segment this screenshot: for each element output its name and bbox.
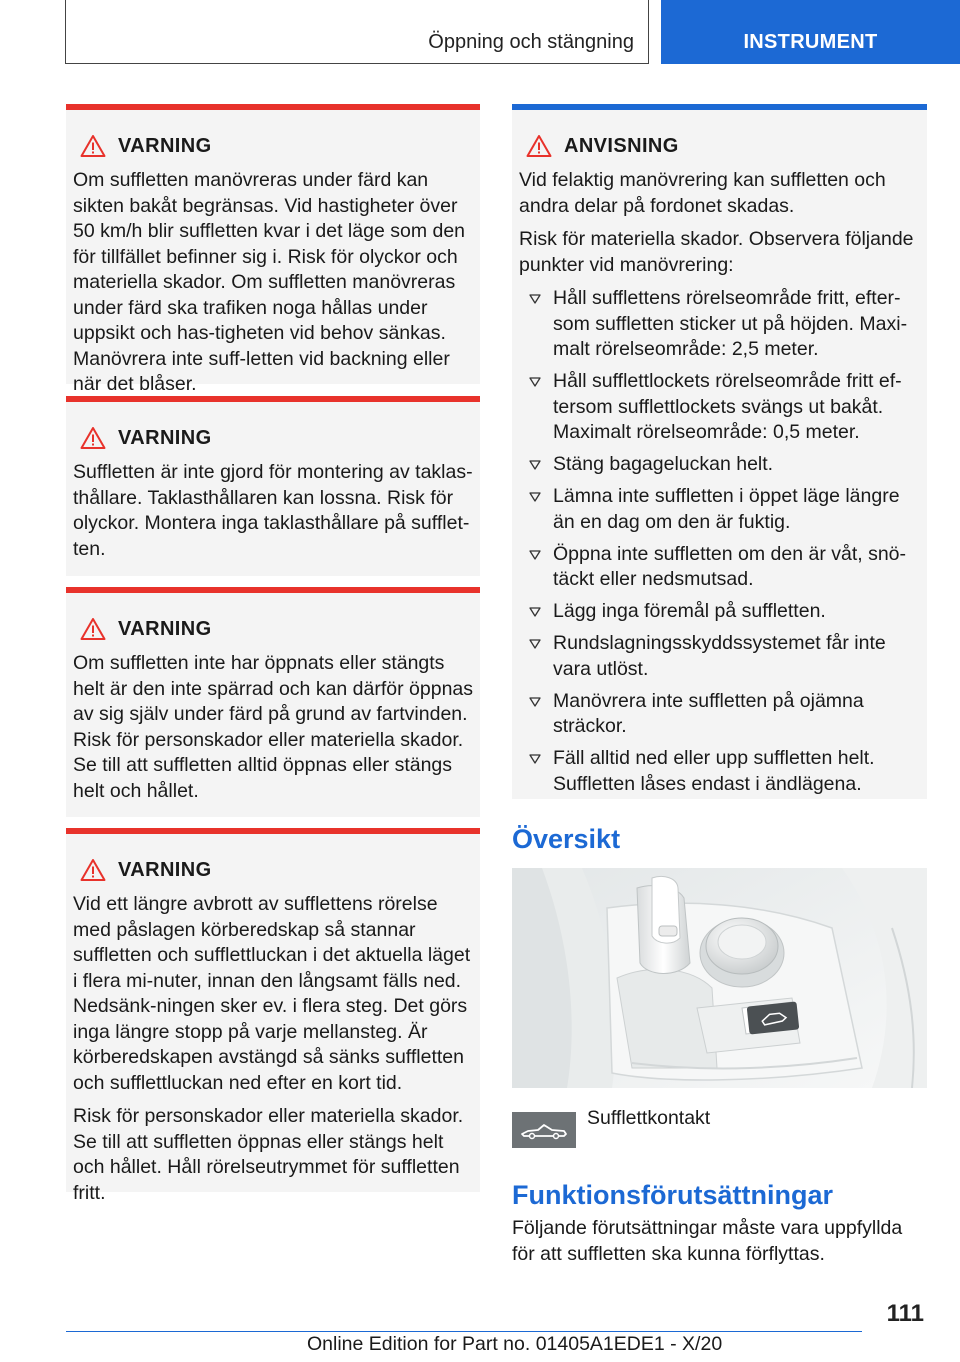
list-item [519, 631, 921, 682]
notice-list [519, 286, 921, 797]
warning-triangle-icon [80, 617, 106, 641]
footer-edition-text: Online Edition for Part no. 01405A1EDE1 - X/20 [307, 1333, 723, 1355]
page-number: 111 [886, 1300, 924, 1327]
warning-title-row [73, 858, 474, 882]
notice-title-row [519, 134, 921, 158]
list-item-text: Stäng bagageluckan helt. [553, 453, 774, 475]
header-section-title: Öppning och stängning [428, 31, 634, 53]
center-console-illustration [512, 868, 927, 1088]
convertible-car-icon [512, 1112, 576, 1148]
notice-title: ANVISNING [564, 134, 679, 157]
triangle-bullet-icon [529, 639, 541, 649]
warning-triangle-icon [80, 134, 106, 158]
warning-box-1 [66, 104, 480, 395]
notice-text: Vid felaktig manövrering kan suffletten och andra delar på fordonet skadas. [519, 169, 886, 217]
warning-title: VARNING [118, 617, 212, 640]
warning-triangle-icon [80, 858, 106, 882]
warning-box-3 [66, 587, 480, 817]
list-item-text: Öppna inte suffletten om den är våt, snö-täckt eller nedsmutsad. [553, 542, 907, 590]
list-item-text: Manövrera inte suffletten på ojämna sträckor. [553, 689, 864, 737]
list-item [519, 452, 921, 478]
list-item [519, 746, 921, 797]
header-chapter-tab[interactable]: INSTRUMENT [661, 0, 960, 64]
triangle-bullet-icon [529, 294, 541, 304]
notice-triangle-icon [526, 134, 552, 158]
footer-rule [66, 1331, 862, 1332]
warning-text: Vid ett längre avbrott av sufflettens rörelse med påslagen körberedskap så stannar suffletten och sufflettluckan i det aktuella läget i flera mi-nuter, innan den långsamt fälls ned. Nedsänk-ningen sker ev. i flera steg. Det görs inga längre stopp på varje mellansteg. Är körberedskapen avstängd så sänks suffletten och sufflettluckan ned efter en kort tid. [73, 893, 471, 1094]
triangle-bullet-icon [529, 607, 541, 617]
list-item [519, 542, 921, 593]
triangle-bullet-icon [529, 460, 541, 470]
notice-box [512, 104, 927, 799]
warning-title-row [73, 617, 474, 641]
warning-text: Om suffletten manövreras under färd kan sikten bakåt begränsas. Vid hastigheter över 50 km/h blir suffletten kvar i det läge som den för tillfället befinner sig i. Risk för olyckor och materiella skador. Om suffletten manövreras under färd ska trafiken noga hållas under uppsikt och has-tigheten vid behov sänkas. Manövrera inte suff-letten vid backning eller när det blåser. [73, 169, 466, 395]
notice-text: Risk för materiella skador. Observera följande punkter vid manövrering: [519, 228, 914, 276]
warning-triangle-icon [80, 426, 106, 450]
triangle-bullet-icon [529, 754, 541, 764]
list-item-text: Lämna inte suffletten i öppet läge längre än en dag om den är fuktig. [553, 485, 900, 533]
warning-text: Suffletten är inte gjord för montering av taklas-thållare. Taklasthållaren kan lossna. Risk för olyckor. Montera inga taklasthållare på sufflet-ten. [73, 461, 473, 560]
list-item-text: Rundslagningsskyddssystemet får inte vara utlöst. [553, 632, 886, 680]
triangle-bullet-icon [529, 492, 541, 502]
list-item [519, 286, 921, 363]
warning-text: Risk för personskador eller materiella skador. Se till att suffletten öppnas eller stängs helt och hållet. Håll rörelseutrymmet för suffletten fritt. [73, 1105, 464, 1204]
warning-title-row [73, 134, 474, 158]
list-item-text: Håll sufflettlockets rörelseområde fritt ef-tersom sufflettlockets svängs ut bakåt. Maximalt rörelseområde: 0,5 meter. [553, 370, 902, 443]
warning-box-4 [66, 828, 480, 1204]
warning-text: Om suffletten inte har öppnats eller stängts helt är den inte spärrad och kan därför öppnas av sig själv under färd på grund av fartvinden. Risk för personskador eller materiella skador. Se till att suffletten alltid öppnas eller stängs helt och hållet. [73, 652, 474, 802]
triangle-bullet-icon [529, 550, 541, 560]
list-item [519, 484, 921, 535]
triangle-bullet-icon [529, 377, 541, 387]
header-divider [648, 0, 649, 64]
list-item [519, 369, 921, 446]
warning-box-2 [66, 396, 480, 576]
list-item [519, 599, 921, 625]
warning-title-row [73, 426, 474, 450]
switch-label: Sufflettkontakt [587, 1107, 711, 1129]
triangle-bullet-icon [529, 697, 541, 707]
list-item-text: Håll sufflettens rörelseområde fritt, efter-som suffletten sticker ut på höjden. Maxi-malt rörelseområde: 2,5 meter. [553, 287, 908, 360]
list-item [519, 689, 921, 740]
functions-text: Följande förutsättningar måste vara uppfyllda för att suffletten ska kunna förflyttas. [512, 1217, 903, 1265]
warning-title: VARNING [118, 858, 212, 881]
warning-title: VARNING [118, 134, 212, 157]
list-item-text: Lägg inga föremål på suffletten. [553, 600, 826, 622]
warning-title: VARNING [118, 426, 212, 449]
section-heading-funktion: Funktionsförutsättningar [512, 1180, 833, 1210]
section-heading-oversikt: Översikt [512, 824, 621, 854]
center-console-photo [512, 868, 927, 1088]
list-item-text: Fäll alltid ned eller upp suffletten helt. Suffletten låses endast i ändlägena. [553, 747, 875, 795]
